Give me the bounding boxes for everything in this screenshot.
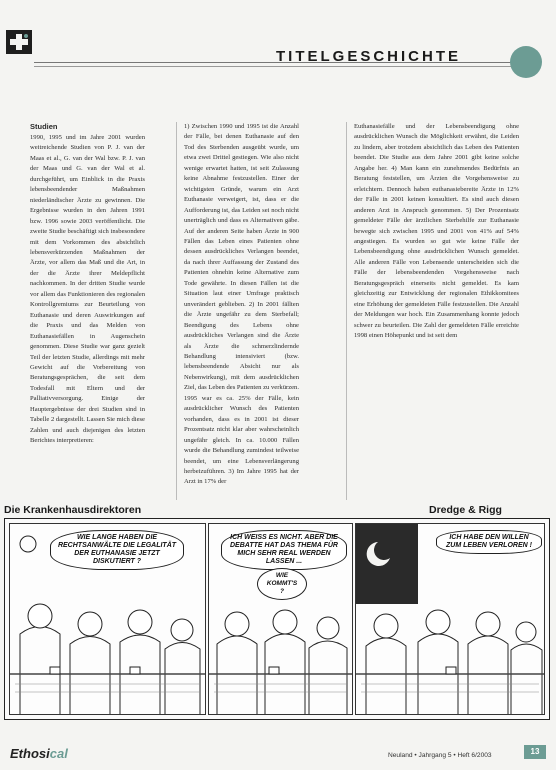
comic-panel-3 bbox=[355, 523, 545, 715]
title-accent-circle bbox=[510, 46, 542, 78]
page-number: 13 bbox=[524, 745, 546, 759]
comic-credit: Dredge & Rigg bbox=[429, 504, 502, 516]
comic-panel-1 bbox=[9, 523, 206, 715]
article-column-3 bbox=[354, 122, 519, 500]
column-divider bbox=[176, 122, 177, 500]
comic-strip bbox=[4, 518, 550, 720]
issue-info: Neuland • Jahrgang 5 • Heft 6/2003 bbox=[388, 752, 492, 759]
speech-bubble-2: ICH WEISS ES NICHT. ABER DIE DEBATTE HAT DAS THEMA FÜR MICH SEHR REAL WERDEN LASSEN ... bbox=[221, 530, 347, 570]
section-title: TITELGESCHICHTE bbox=[276, 48, 462, 65]
header-rule-secondary bbox=[34, 66, 528, 67]
comic-panel-2 bbox=[208, 523, 353, 715]
speech-bubble-4: ICH HABE DEN WILLEN ZUM LEBEN VERLOREN ! bbox=[436, 530, 542, 554]
column-divider bbox=[346, 122, 347, 500]
article-column-1 bbox=[30, 122, 145, 500]
column-heading: Studien bbox=[30, 122, 58, 131]
speech-bubble-1: WIE LANGE HABEN DIE RECHTSANWÄLTE DIE LEGALITÄT DER EUTHANASIE JETZT DISKUTIERT ? bbox=[50, 530, 184, 570]
column-1-text: 1990, 1995 und im Jahre 2001 wurden weitreichende Studien von P. J. van der Maas et al., G. van der Wal bzw. P. J. van der Maas und G. van der Wal et al. durchgeführt, um Einblick in die Praxis lebensbeendender Maßnahmen niederländischer Ärzte zu gewinnen. Die Ergebnisse wurden in den Jahren 1991 bzw. 1996 sowie 2003 veröffentlicht. Die zweite Studie beschäftigt sich insbesondere mit dem Vorkommen des absichtlich lebensverkürzenden Maßnahmen der Ärzte, vor allem das Maß und die Art, in der die Ärzte ihrer Meldepflicht nachkommen. In der dritten Studie wurde vor allem das Funktionieren des regionalen Kontrollgremiums zur Beurteilung von Euthanasie und deren Auswirkungen auf die Praxis und das Melden von Euthanasiefällen in Augenschein genommen. Diese Studie war ganz gezielt Teil der letzten Studie, allerdings mit mehr Gewicht auf die Vorbereitung von Beratungsgesprächen, die seit dem Todesfall mit Eltern und der Palliativversorgung. Einige der Hauptergebnisse der drei Studien sind in Tabelle 2 dargestellt. Lassen Sie mich diese Zahlen und auch diejenigen des letzten Berichtes interpretieren: bbox=[30, 134, 145, 445]
cross-logo-icon bbox=[6, 30, 32, 54]
speech-bubble-3: WIE KOMMT'S ? bbox=[257, 568, 307, 600]
article-column-2 bbox=[184, 122, 299, 500]
comic-title: Die Krankenhausdirektoren bbox=[4, 504, 142, 516]
magazine-logo: Ethosical bbox=[10, 746, 68, 761]
column-2-text: 1) Zwischen 1990 und 1995 ist die Anzahl der Fälle, bei denen Euthanasie auf den Tod des Sterbenden ausgeübt wurde, um etwa zwei Drittel gestiegen. Wie also nicht wenige erwartet hatten, ist seit Zulassung keine Abnahme festzustellen. Einer der wichtigsten Gründe, warum ein Arzt Euthanasie verweigert, ist, dass er die Aufforderung ist, das Leiden sei noch nicht unerträglich und dass es Alternativen gäbe. Auf der anderen Seite haben Ärzte in 900 Fällen das Leben eines Patienten ohne dessen ausdrückliches Verlangen beendet, da nach ihrer Auffassung der Zustand des Patienten ohnehin keine Alternative zum Tode gewährte. In diesen Fällen ist die Situation laut einer Umfrage praktisch unverändert geblieben. 2) In 2001 fällten die Ärzte ungefähr zu dem Sterbefall; Beendigung des Lebens ohne ausdrückliches Verlangen sind die Ärzte als Ärzte die schmerzlindernde Behandlung intensiviert (bzw. lebensbeendende Absicht nur als Nebenwirkung), mit dem ausdrücklichen Ziel, das Leben des Patienten zu verkürzen. 1995 war es ca. 25% der Fälle, kein ausdrücklicher Wunsch des Patienten vorhanden, dass es in 2001 ist dieser Prozentsatz nicht klar aber wahrscheinlich ungefähr gleich. In ca. 10.000 Fällen wurde die Behandlung zumindest teilweise beendet, um eine Lebensverlängerung herbeizuführen. 3) Im Jahre 1995 hat der Arzt in 17% der bbox=[184, 123, 299, 486]
column-3-text: Euthanasiefälle und der Lebensbeendigung ohne ausdrücklichen Wunsch die Möglichkeit erwähnt, die Leiden zu lindern, aber trotzdem absichtlich das Leben des Patienten beendet. Die Studie aus dem Jahre 2001 gibt keine solche Angabe her. 4) Man kann ein zunehmendes Bedürfnis an Beratung feststellen, um Ärzten die Vorgehensweise zu erleichtern. Dennoch haben euthanasiebereite Ärzte in 12% der Fälle in 2001 keinen konsultiert. Es sind auch diesen anderen Arzt in Anspruch genommen. 5) Der Prozentsatz gemeldeter Fälle der ärztlichen Sterbehilfe zur Euthanasie bewegte sich zwischen 1995 und 2001 von 41% auf 54% angestiegen. Es wurden so gut wie keine Fälle der Lebensbeendigung ohne ausdrücklichen Wunsch gemeldet. Alle anderen Fälle von Lebensende unterscheiden sich die Fälle der lebensbeendenden Vorgehensweise nach Beratungsgespräch einerseits nicht gemeldet. Es kam gleichzeitig zur Entwicklung der regionalen Ethikkomitees eine Erhöhung der gemeldeten Fälle festzustellen. Die Anzahl der Meldungen war hoch. Ein Zusammenhang konnte jedoch schwer zu beurteilen. Die Zahl der gemeldeten Fälle erreichte 1998 einen Höhepunkt und ist seit dem bbox=[354, 123, 519, 340]
